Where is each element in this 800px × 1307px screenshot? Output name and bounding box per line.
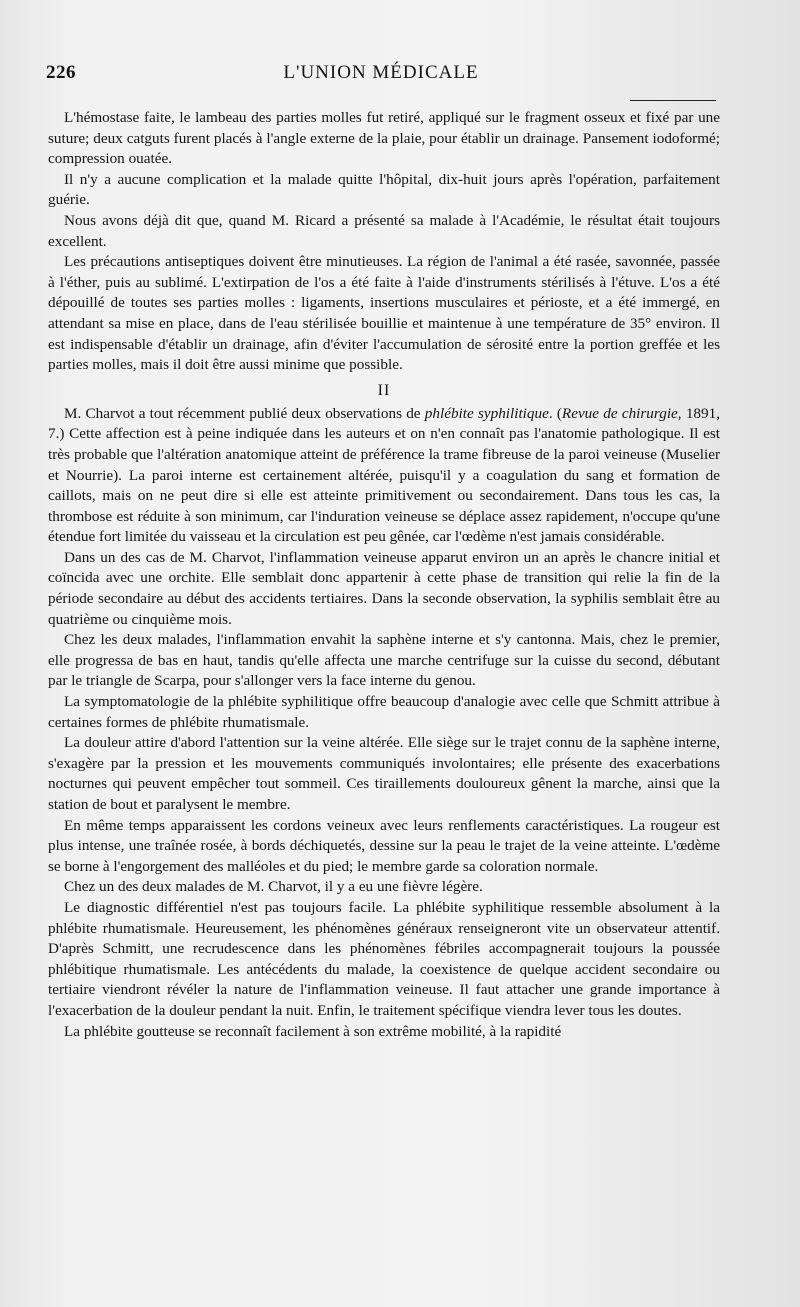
running-title: L'UNION MÉDICALE bbox=[283, 62, 479, 83]
italic-source: Revue de chirurgie bbox=[561, 404, 678, 422]
paragraph: Il n'y a aucune complication et la malade quitte l'hôpital, dix-huit jours après l'opération, parfaitement guérie. bbox=[48, 170, 720, 209]
italic-term: phlébite syphilitique bbox=[424, 404, 549, 422]
paragraph-rest: , 1891, 7.) Cette affection est à peine indiquée dans les auteurs et on n'en connaît pas l'anatomie pathologique. Il est très probable que l'altération anatomique atteint de préférence la trame fibreuse de la paroi veineuse (Muselier et Nourrie). La paroi interne est certainement altérée, puisqu'il y a coagulation du sang et formation de caillots, mais on ne peut dire si elle est atteinte primitivement ou secondairement. Dans tous les cas, la thrombose est réduite à son minimum, car l'induration veineuse se déplace assez rapidement, n'occupe qu'une étendue fort limitée du vaisseau et la circulation est peu gênée, car l'œdème n'est jamais considérable. bbox=[48, 404, 721, 546]
page-header bbox=[46, 62, 716, 90]
page-number: 226 bbox=[46, 62, 76, 83]
paragraph: La phlébite goutteuse se reconnaît facilement à son extrême mobilité, à la rapidité bbox=[64, 1022, 562, 1040]
paragraph: Nous avons déjà dit que, quand M. Ricard a présenté sa malade à l'Académie, le résultat était toujours excellent. bbox=[48, 211, 720, 250]
paragraph: La douleur attire d'abord l'attention sur la veine altérée. Elle siège sur le trajet connu de la saphène interne, s'exagère par la pression et les mouvements communiqués involontaires; elle présente des exacerbations nocturnes qui peuvent empêcher tout sommeil. Ces tiraillements douloureux gênent la marche, ainsi que la station de bout et paralysent le membre. bbox=[48, 734, 720, 813]
paragraph: Chez les deux malades, l'inflammation envahit la saphène interne et s'y cantonna. Mais, chez le premier, elle progressa de bas en haut, tandis qu'elle affecta une marche centrifuge sur la cuisse du second, débutant par le triangle de Scarpa, pour s'allonger vers la face interne du genou. bbox=[48, 631, 720, 690]
header-rule bbox=[630, 100, 716, 101]
paragraph: Le diagnostic différentiel n'est pas toujours facile. La phlébite syphilitique ressemble absolument à la phlébite rhumatismale. Heureusement, les phénomènes généraux renseigneront vite un observateur attentif. D'après Schmitt, une recrudescence dans les phénomènes fébriles accompagnerait toujours la poussée phlébitique rhumatismale. Les antécédents du malade, la coexistence de quelque accident secondaire ou tertiaire viendront révéler la nature de l'inflammation veineuse. Il faut attacher une grande importance à l'exacerbation de la douleur pendant la nuit. Enfin, le traitement spécifique viendra lever tous les doutes. bbox=[48, 898, 720, 1019]
paragraph: En même temps apparaissent les cordons veineux avec leurs renflements caractéristiques. La rougeur est plus intense, une traînée rosée, à bords déchiquetés, dessine sur la peau le trajet de la veine atteinte. L'œdème se borne à l'engorgement des malléoles et du pied; le membre garde sa coloration normale. bbox=[48, 816, 720, 875]
paragraph: Chez un des deux malades de M. Charvot, il y a eu une fièvre légère. bbox=[64, 878, 483, 896]
paragraph: Dans un des cas de M. Charvot, l'inflammation veineuse apparut environ un an après le chancre initial et coïncida avec une orchite. Elle semblait donc appartenir à cette phase de transition qui relie la fin de la période secondaire au début des accidents tertiaires. Dans la seconde observation, la syphilis semblait être au quatrième ou cinquième mois. bbox=[48, 548, 720, 628]
paragraph: L'hémostase faite, le lambeau des parties molles fut retiré, appliqué sur le fragment osseux et fixé par une suture; deux catguts furent placés à l'angle externe de la plaie, pour établir un drainage. Pansement iodoformé; compression ouatée. bbox=[48, 109, 720, 168]
paragraph-mid: . ( bbox=[548, 404, 562, 422]
paragraph: La symptomatologie de la phlébite syphilitique offre beaucoup d'analogie avec celle que Schmitt attribue à certaines formes de phlébite rhumatismale. bbox=[48, 693, 720, 731]
section-heading: II bbox=[377, 381, 391, 399]
paragraph: Les précautions antiseptiques doivent être minutieuses. La région de l'animal a été rasée, savonnée, passée à l'éther, puis au sublimé. L'extirpation de l'os a été faite à l'aide d'instruments stérilisés à l'étuve. L'os a été dépouillé de toutes ses parties molles : ligaments, insertions musculaires et périoste, et a été immergé, en attendant sa mise en place, dans de l'eau stérilisée bouillie et maintenue à une température de 35° environ. Il est indispensable d'établir un drainage, afin d'éviter l'accumulation de sérosité entre la portion greffée et les parties molles, mais il doit être aussi minime que possible. bbox=[48, 253, 720, 374]
paragraph-lead: M. Charvot a tout récemment publié deux observations de bbox=[64, 404, 425, 422]
article-body bbox=[48, 108, 720, 1042]
paragraph bbox=[48, 404, 720, 548]
